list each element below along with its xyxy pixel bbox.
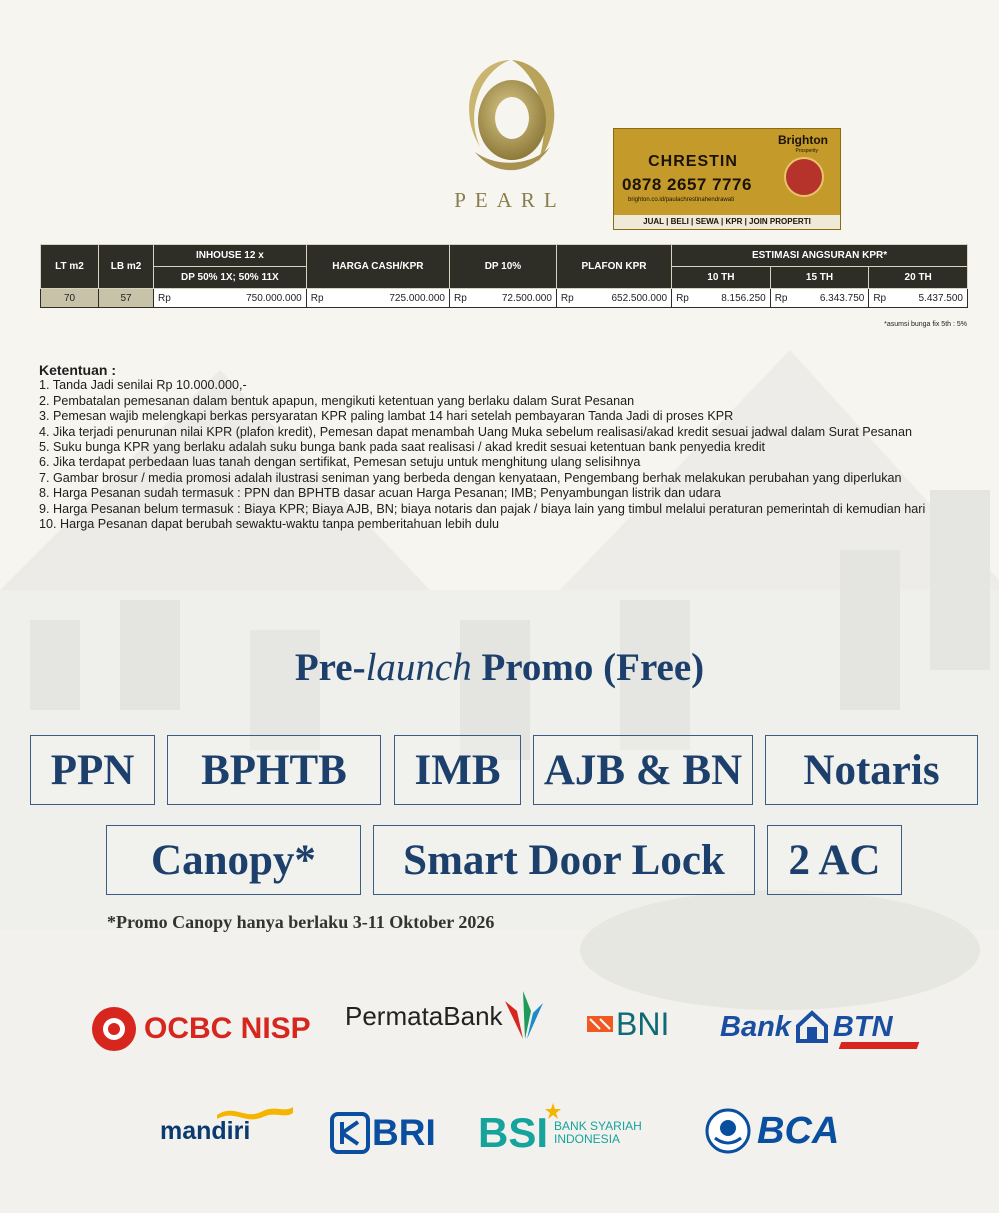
- list-item: 2. Pembatalan pemesanan dalam bentuk apapun, mengikuti ketentuan yang berlaku dalam Surat Pesanan: [39, 393, 635, 408]
- agent-name: CHRESTIN: [648, 153, 738, 170]
- list-item: 7. Gambar brosur / media promosi adalah ilustrasi seniman yang berbeda dengan kenyataan, Pengembang berhak melakukan perubahan yang diperlukan: [39, 470, 902, 485]
- agent-url: brighton.co.id/paulachrestinahendrawati: [628, 197, 735, 203]
- currency: Rp: [560, 292, 574, 304]
- promo-title-launch: launch: [365, 646, 472, 689]
- currency: Rp: [676, 292, 689, 304]
- header-lt: LT m2: [41, 245, 99, 289]
- value: 6.343.750: [819, 292, 865, 304]
- promo-title-pre: Pre-: [294, 646, 366, 689]
- header-lb: LB m2: [99, 245, 154, 289]
- btn-house-icon: [795, 1010, 829, 1044]
- btn-underline: [839, 1042, 920, 1049]
- promo-chip-notaris: Notaris: [765, 735, 978, 805]
- ocbc-logo-icon: [90, 1005, 138, 1053]
- value: 8.156.250: [721, 292, 766, 304]
- list-item: 5. Suku bunga KPR yang berlaku adalah suku bunga bank pada saat realisasi / akad kredit sesuai ketentuan bank penyedia kredit: [39, 440, 766, 455]
- ketentuan-title: Ketentuan :: [39, 362, 116, 378]
- pearl-wordmark: PEARL: [454, 188, 566, 212]
- list-item: 10. Harga Pesanan dapat berubah sewaktu-waktu tanpa pemberitahuan lebih dulu: [39, 517, 499, 532]
- brighton-sub: Prosperity: [795, 148, 818, 154]
- promo-title-post: Promo (Free): [471, 646, 705, 689]
- header-15th: 15 TH: [770, 267, 869, 289]
- interest-note: *asumsi bunga fix 5th : 5%: [884, 321, 967, 328]
- pearl-emblem-icon: [450, 52, 570, 182]
- header-plafon: PLAFON KPR: [556, 245, 671, 289]
- bsi-sub-line2: INDONESIA: [554, 1132, 621, 1146]
- bsi-sub: [554, 1120, 642, 1146]
- bsi-sub-line1: BANK SYARIAH: [554, 1119, 642, 1133]
- ketentuan-list: [39, 378, 969, 532]
- bni-logo-icon: [586, 1010, 614, 1038]
- header-20th: 20 TH: [869, 267, 968, 289]
- popular-brand-badge-icon: [784, 157, 824, 197]
- btn-label: BTN: [832, 1010, 893, 1043]
- bca-label: BCA: [757, 1109, 840, 1152]
- list-item: 8. Harga Pesanan sudah termasuk : PPN dan BPHTB dasar acuan Harga Pesanan; IMB; Penyambungan listrik dan udara: [39, 486, 721, 501]
- cell-20th: [869, 289, 968, 308]
- pearl-logo: [445, 52, 575, 213]
- value: 750.000.000: [246, 292, 302, 304]
- mandiri-label: mandiri: [160, 1116, 251, 1145]
- promo-chip-canopy: Canopy*: [106, 825, 361, 895]
- header-estimasi: ESTIMASI ANGSURAN KPR*: [672, 245, 968, 267]
- promo-chip-ppn: PPN: [30, 735, 155, 805]
- bank-ocbc-nisp: [90, 1004, 311, 1054]
- permata-label: PermataBank: [345, 1000, 503, 1031]
- bni-label: BNI: [616, 1005, 670, 1042]
- bank-bni: [586, 1004, 669, 1044]
- promo-chip-ajb-bn: AJB & BN: [533, 735, 753, 805]
- currency: Rp: [774, 292, 788, 304]
- cell-cash: [306, 289, 449, 308]
- promo-chip-smart-door-lock: Smart Door Lock: [373, 825, 755, 895]
- list-item: 1. Tanda Jadi senilai Rp 10.000.000,-: [39, 378, 247, 393]
- header-inhouse-sub: DP 50% 1X; 50% 11X: [154, 267, 307, 289]
- cell-plafon: [556, 289, 671, 308]
- currency: Rp: [454, 292, 467, 304]
- agent-phone: 0878 2657 7776: [622, 175, 752, 194]
- cell-15th: [770, 289, 869, 308]
- header-cash: HARGA CASH/KPR: [306, 245, 449, 289]
- bri-label: BRI: [372, 1112, 436, 1153]
- list-item: 6. Jika terdapat perbedaan luas tanah dengan sertifikat, Pemesan setuju untuk menghitung ulang selisihnya: [39, 455, 641, 470]
- cell-lt: 70: [41, 289, 99, 308]
- cell-10th: [672, 289, 771, 308]
- cell-lb: 57: [99, 289, 154, 308]
- promo-chip-2ac: 2 AC: [767, 825, 902, 895]
- header-dp: DP 10%: [450, 245, 557, 289]
- currency: Rp: [310, 292, 324, 304]
- promo-chip-imb: IMB: [394, 735, 521, 805]
- bri-logo-icon: [330, 1112, 370, 1154]
- value: 652.500.000: [611, 292, 668, 304]
- agent-card: [613, 128, 841, 230]
- header-inhouse: INHOUSE 12 x: [154, 245, 307, 267]
- promo-note: *Promo Canopy hanya berlaku 3-11 Oktober 2026: [107, 912, 495, 932]
- bca-logo-icon: [705, 1108, 751, 1154]
- value: 725.000.000: [389, 292, 445, 304]
- bank-bca: [705, 1106, 839, 1156]
- promo-chip-bphtb: BPHTB: [167, 735, 381, 805]
- currency: Rp: [873, 292, 887, 304]
- price-table: [40, 244, 968, 308]
- bank-bri: [330, 1108, 436, 1158]
- permata-logo-icon: [503, 991, 545, 1041]
- header-10th: 10 TH: [672, 267, 771, 289]
- cell-dp: [450, 289, 557, 308]
- list-item: 9. Harga Pesanan belum termasuk : Biaya KPR; Biaya AJB, BN; biaya notaris dan pajak / biaya lain yang timbul melalui peraturan pemerintah di kemudian hari: [39, 501, 926, 516]
- cell-inhouse: [154, 289, 307, 308]
- brighton-logo: Brighton: [778, 133, 828, 147]
- ocbc-label: OCBC NISP: [144, 1012, 311, 1045]
- value: 72.500.000: [501, 292, 552, 304]
- bank-permata: [345, 986, 545, 1046]
- table-row: [41, 289, 968, 308]
- ketentuan-section: [39, 363, 969, 532]
- value: 5.437.500: [918, 292, 963, 304]
- currency: Rp: [158, 292, 171, 304]
- list-item: 3. Pemesan wajib melengkapi berkas persyaratan KPR paling lambat 14 hari setelah pembayaran Tanda Jadi di proses KPR: [39, 409, 734, 424]
- agent-services: JUAL | BELI | SEWA | KPR | JOIN PROPERTI: [614, 215, 840, 229]
- promo-title: [0, 645, 999, 690]
- btn-bank-label: Bank: [720, 1010, 791, 1043]
- bsi-label: BSI: [478, 1109, 549, 1156]
- mandiri-wave-icon: [215, 1103, 295, 1121]
- bsi-star-icon: [545, 1103, 561, 1119]
- list-item: 4. Jika terjadi penurunan nilai KPR (plafon kredit), Pemesan dapat menambah Uang Muka sebelum realisasi/akad kredit sesuai jadwal dalam Surat Pesanan: [39, 424, 912, 439]
